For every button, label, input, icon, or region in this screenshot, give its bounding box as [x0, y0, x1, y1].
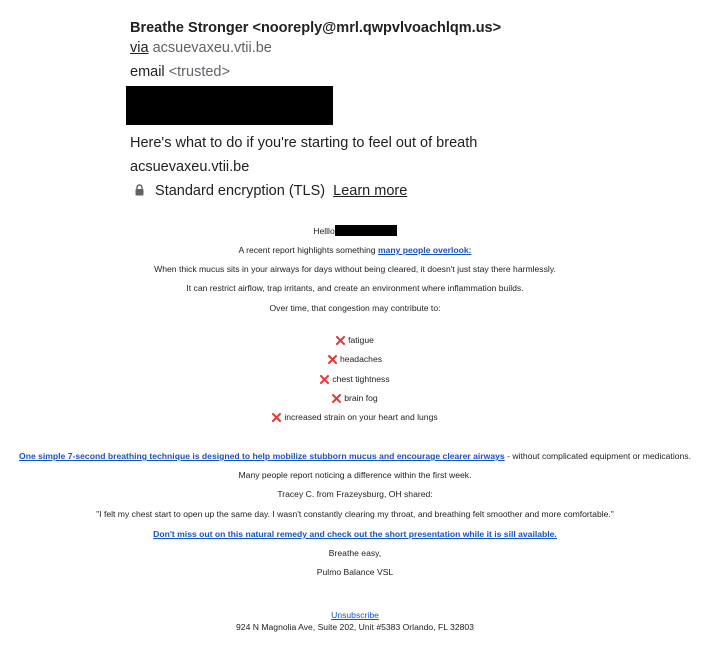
via-domain: acsuevaxeu.vtii.be [152, 40, 272, 56]
symptom-label: headaches [339, 354, 383, 364]
subject-value: Here's what to do if you're starting to feel out of breath [130, 135, 478, 151]
intro-text: A recent report highlights something [238, 245, 376, 255]
symptom-label: chest tightness [332, 374, 390, 384]
cta2-link[interactable]: Don't miss out on this natural remedy and check out the short presentation while it is sill available. [153, 529, 557, 539]
cta-line [0, 451, 710, 461]
footer-address: 924 N Magnolia Ave, Suite 202, Unit #5383 Orlando, FL 32803 [236, 622, 474, 632]
greeting: Helllo [313, 226, 335, 236]
greeting-line [0, 225, 710, 236]
via-line [130, 40, 272, 56]
signature: Pulmo Balance VSL [316, 567, 394, 577]
x-mark-icon [336, 336, 345, 345]
testimonial-intro: Tracey C. from Frazeysburg, OH shared: [277, 489, 433, 499]
cta-rest: - without complicated equipment or medications. [504, 451, 691, 461]
learn-more-link[interactable]: Learn more [333, 183, 408, 199]
sent-by-value [130, 64, 230, 80]
intro-line [0, 245, 710, 255]
unsubscribe-link[interactable]: Unsubscribe [331, 610, 379, 620]
symptom-label: increased strain on your heart and lungs [284, 412, 438, 422]
lock-icon [135, 184, 144, 196]
symptom-label: brain fog [344, 393, 378, 403]
cta-link[interactable]: One simple 7-second breathing technique is designed to help mobilize stubborn mucus and encourage clearer airways [19, 451, 505, 461]
unsubscribe-line [0, 610, 710, 620]
sent-by-email: email [130, 64, 165, 80]
symptom-item [0, 373, 710, 384]
from-value[interactable]: Breathe Stronger <nooreply@mrl.qwpvlvoachlqm.us> [130, 20, 502, 36]
via-link[interactable]: via [130, 40, 149, 56]
para2: It can restrict airflow, trap irritants, and create an environment where inflammation builds. [186, 283, 524, 293]
x-mark-icon [328, 355, 337, 364]
symptom-item [0, 334, 710, 345]
signoff: Breathe easy, [328, 548, 382, 558]
security-value [135, 183, 407, 199]
security-text: Standard encryption (TLS) [155, 183, 326, 199]
cta2-line [0, 529, 710, 539]
testimonial-quote: "I felt my chest start to open up the same day. I wasn't constantly clearing my throat, and breathing felt smoother and more comfortable." [96, 509, 614, 519]
para4: Many people report noticing a difference within the first week. [238, 470, 472, 480]
symptom-item [0, 353, 710, 364]
mailed-by-value: acsuevaxeu.vtii.be [130, 159, 250, 175]
para3: Over time, that congestion may contribute to: [269, 303, 441, 313]
redacted-name [335, 225, 397, 236]
symptom-label: fatigue [348, 335, 374, 345]
x-mark-icon [332, 394, 341, 403]
sent-by-tag: <trusted> [168, 64, 230, 80]
symptom-item [0, 411, 710, 422]
redacted-recipient-date [126, 86, 333, 125]
x-mark-icon [320, 375, 329, 384]
symptom-item [0, 392, 710, 403]
para1: When thick mucus sits in your airways for days without being cleared, it doesn't just stay there harmlessly. [154, 264, 556, 274]
x-mark-icon [272, 413, 281, 422]
intro-link[interactable]: many people overlook: [377, 245, 472, 255]
